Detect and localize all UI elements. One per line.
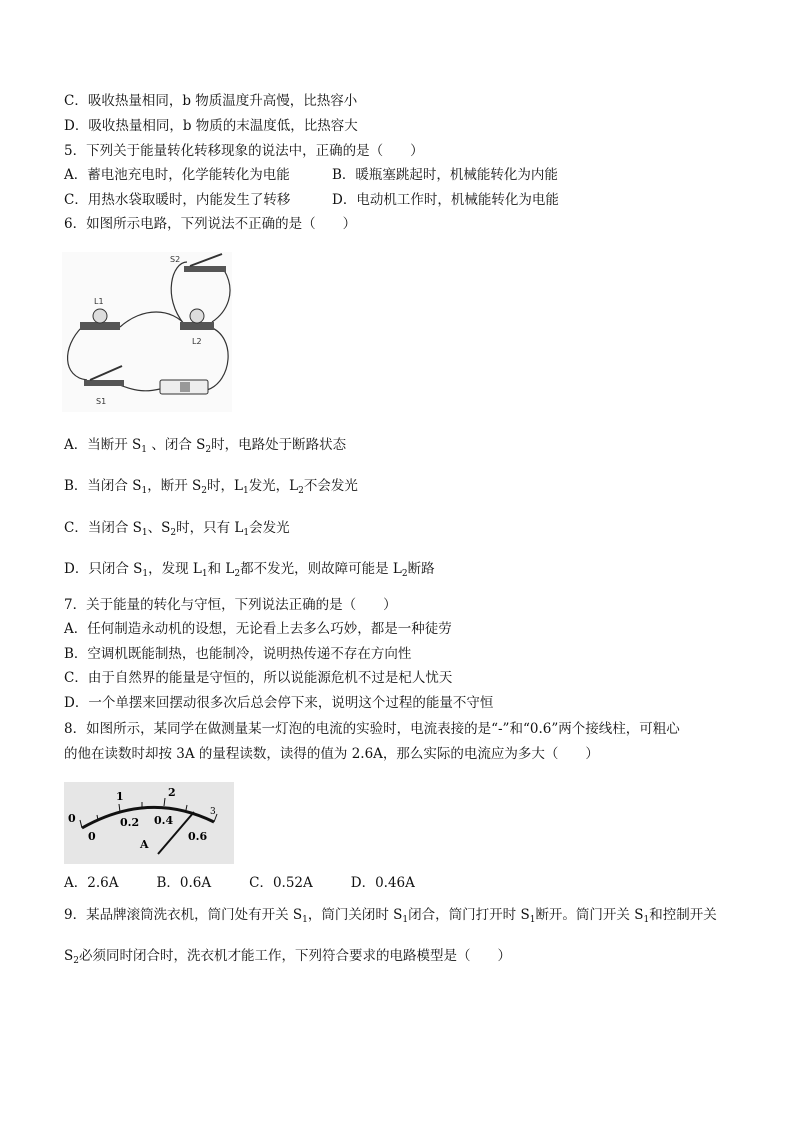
q9-text-6: S xyxy=(64,948,74,964)
q9-text-1: 9．某品牌滚筒洗衣机，筒门处有开关 S xyxy=(64,907,303,923)
q6c-text-3: 时，只有 L xyxy=(176,520,244,536)
sub-1: 1 xyxy=(402,915,409,925)
q7-option-a: A．任何制造永动机的设想，无论看上去多么巧妙，都是一种徒劳 xyxy=(64,621,452,637)
lamp-l2-bulb-icon xyxy=(190,309,204,323)
q6b-text-4: 发光，L xyxy=(248,478,299,494)
battery-cell-mark xyxy=(180,382,190,392)
scale-outer-0: 0 xyxy=(68,812,76,825)
scale-inner-0-4: 0.4 xyxy=(154,814,174,827)
q6a-text-1: A．当断开 S xyxy=(64,437,142,453)
scale-outer-3: 3 xyxy=(210,807,216,817)
q6d-text-3: 和 L xyxy=(207,561,235,577)
sub-1: 1 xyxy=(141,486,148,496)
q6-option-a xyxy=(64,436,346,454)
label-s2: S2 xyxy=(170,255,181,264)
sub-2: 2 xyxy=(73,956,79,966)
q4-option-c: C．吸收热量相同，b 物质温度升高慢，比热容小 xyxy=(64,93,358,109)
q9-text-7: 必须同时闭合时，洗衣机才能工作，下列符合要求的电路模型是（ ） xyxy=(78,948,511,964)
q8-option-b: B．0.6A xyxy=(156,875,212,891)
q8-stem-line-1: 8．如图所示，某同学在做测量某一灯泡的电流的实验时，电流表接的是“-”和“0.6”两个接线柱，可粗心 xyxy=(64,721,680,737)
q9-text-3: 闭合，筒门打开时 S xyxy=(408,907,530,923)
q6d-text-1: D．只闭合 S xyxy=(64,561,143,577)
label-l1: L1 xyxy=(94,297,104,306)
q6d-text-2: ，发现 L xyxy=(148,561,202,577)
q7-option-d: D．一个单摆来回摆动很多次后总会停下来，说明这个过程的能量不守恒 xyxy=(64,695,494,711)
q9-text-5: 和控制开关 xyxy=(649,907,717,923)
sub-1: 1 xyxy=(201,569,208,579)
q8-option-a: A．2.6A xyxy=(64,875,119,891)
q6b-text-1: B．当闭合 S xyxy=(64,478,142,494)
q6a-text-3: 时，电路处于断路状态 xyxy=(211,437,347,453)
q9-stem-line-1 xyxy=(64,906,717,924)
switch-s1-base xyxy=(84,380,124,386)
lamp-l1-bulb-icon xyxy=(93,309,107,323)
sub-2: 2 xyxy=(205,445,212,455)
q5-option-d: D．电动机工作时，机械能转化为电能 xyxy=(332,192,559,208)
q9-stem-line-2 xyxy=(64,947,511,965)
q8-options xyxy=(64,874,453,892)
q6-option-d xyxy=(64,560,435,578)
scale-inner-0-2: 0.2 xyxy=(120,816,140,829)
q6b-text-3: 时，L xyxy=(206,478,243,494)
circuit-diagram xyxy=(62,252,232,412)
sub-1: 1 xyxy=(243,528,250,538)
q7-stem: 7．关于能量的转化与守恒，下列说法正确的是（ ） xyxy=(64,597,397,613)
ammeter-dial xyxy=(64,782,234,864)
unit-label: A xyxy=(140,838,149,851)
q6-stem: 6．如图所示电路，下列说法不正确的是（ ） xyxy=(64,216,357,232)
q6c-text-4: 会发光 xyxy=(249,520,290,536)
q8-stem-line-2: 的他在读数时却按 3A 的量程读数，读得的值为 2.6A，那么实际的电流应为多大（ ） xyxy=(64,746,599,762)
sub-1: 1 xyxy=(529,915,536,925)
sub-1: 1 xyxy=(643,915,650,925)
sub-2: 2 xyxy=(170,528,177,538)
sub-2: 2 xyxy=(201,486,207,496)
q5-option-c: C．用热水袋取暖时，内能发生了转移 xyxy=(64,192,291,208)
q5-option-a: A．蓄电池充电时，化学能转化为电能 xyxy=(64,167,290,183)
scale-outer-2: 2 xyxy=(168,786,176,799)
q6a-text-2: 、闭合 S xyxy=(151,437,206,453)
sub-2: 2 xyxy=(234,569,241,579)
q7-option-c: C．由于自然界的能量是守恒的，所以说能源危机不过是杞人忧天 xyxy=(64,670,453,686)
q6d-text-5: 断路 xyxy=(407,561,435,577)
sub-2: 2 xyxy=(401,569,408,579)
sub-1: 1 xyxy=(302,915,308,925)
sub-2: 2 xyxy=(298,486,304,496)
switch-s2-base xyxy=(184,266,226,272)
sub-1: 1 xyxy=(142,569,149,579)
q5-stem: 5．下列关于能量转化转移现象的说法中，正确的是（ ） xyxy=(64,143,424,159)
q9-text-2: ，筒门关闭时 S xyxy=(307,907,403,923)
sub-1: 1 xyxy=(141,445,148,455)
label-l2: L2 xyxy=(192,337,202,346)
q6b-text-2: ，断开 S xyxy=(147,478,202,494)
label-s1: S1 xyxy=(96,397,107,406)
q6c-text-2: 、S xyxy=(147,520,171,536)
scale-outer-1: 1 xyxy=(116,790,124,803)
q7-option-b: B．空调机既能制热，也能制冷，说明热传递不存在方向性 xyxy=(64,646,412,662)
q6-option-b xyxy=(64,477,358,495)
q6c-text-1: C．当闭合 S xyxy=(64,520,142,536)
q5-option-b: B．暖瓶塞跳起时，机械能转化为内能 xyxy=(332,167,558,183)
sub-1: 1 xyxy=(141,528,148,538)
q8-option-d: D．0.46A xyxy=(350,875,415,891)
scale-inner-0-6: 0.6 xyxy=(188,830,208,843)
q9-text-4: 断开。筒门开关 S xyxy=(535,907,644,923)
sub-1: 1 xyxy=(242,486,249,496)
scale-inner-0: 0 xyxy=(88,830,96,843)
q6b-text-5: 不会发光 xyxy=(303,478,358,494)
q8-option-c: C．0.52A xyxy=(249,875,313,891)
q6d-text-4: 都不发光，则故障可能是 L xyxy=(240,561,402,577)
q6-option-c xyxy=(64,519,290,537)
q4-option-d: D．吸收热量相同，b 物质的末温度低，比热容大 xyxy=(64,118,358,134)
